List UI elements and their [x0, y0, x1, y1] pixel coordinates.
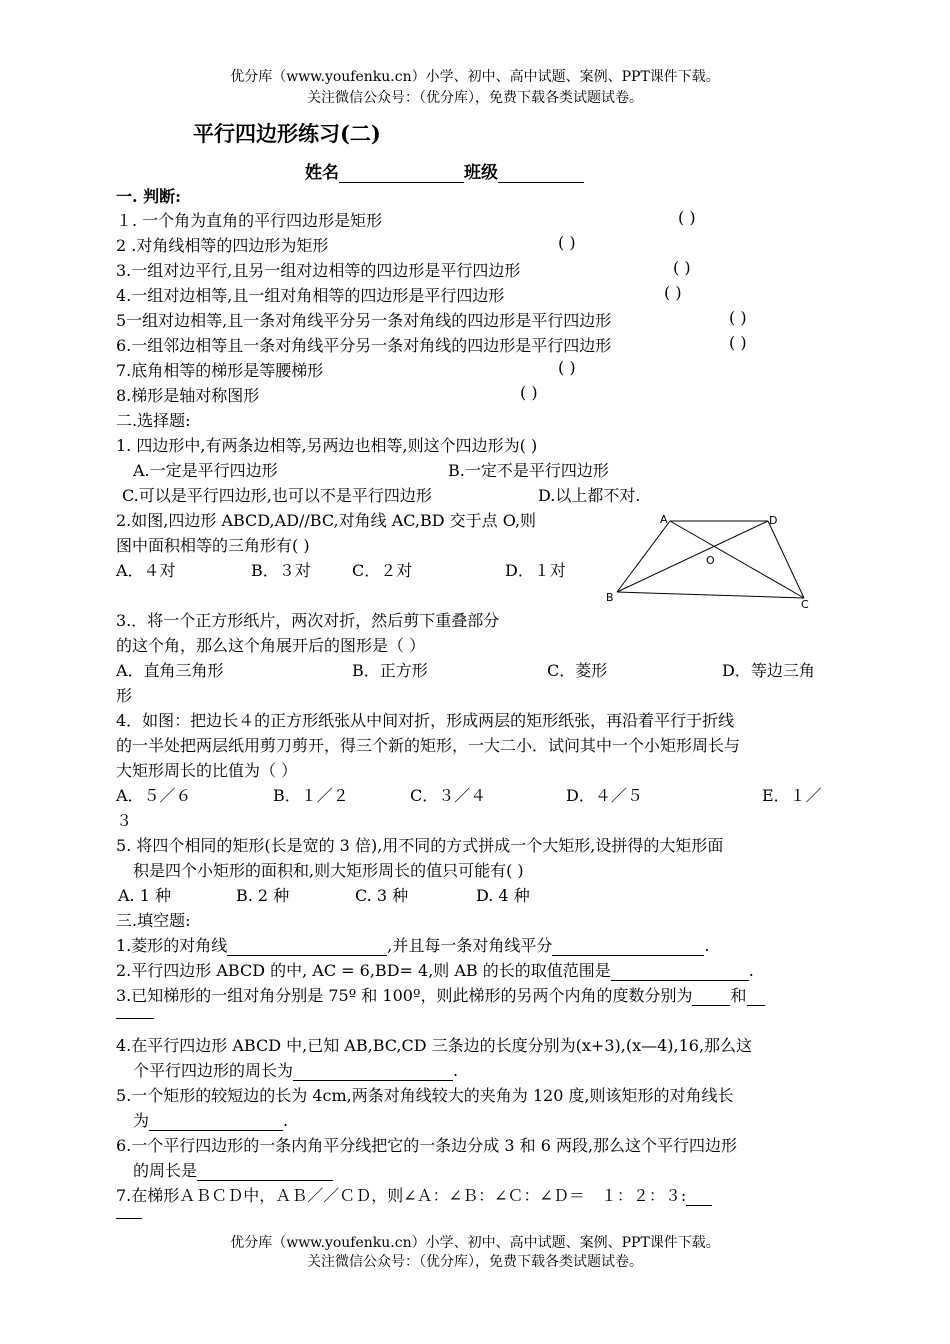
judge-item-3: 3.一组对边平行,且另一组对边相等的四边形是平行四边形 [116, 261, 521, 280]
fill-q2-blank[interactable] [611, 963, 749, 981]
section3-heading: 三.填空题: [116, 911, 191, 930]
judge-answer-8[interactable]: ( ) [520, 383, 538, 402]
choice-q4-option-e[interactable]: E．１／ [762, 786, 822, 805]
judge-item-4: 4.一组对边相等,且一组对角相等的四边形是平行四边形 [116, 286, 505, 305]
fill-q4-blank[interactable] [293, 1063, 453, 1081]
vertex-label-b: B [606, 591, 614, 604]
choice-q2-option-c[interactable]: C．２对 [352, 561, 413, 580]
choice-q2-option-d[interactable]: D．１对 [505, 561, 566, 580]
choice-q3-option-b[interactable]: B．正方形 [352, 661, 428, 680]
fill-q5-blank[interactable] [149, 1113, 283, 1131]
choice-q2-stem-2: 图中面积相等的三角形有( ) [116, 536, 310, 555]
judge-answer-5[interactable]: ( ) [729, 308, 747, 327]
student-info-row [305, 158, 584, 183]
fill-q5-text-b: 为 [133, 1111, 150, 1130]
fill-q3-blank-1[interactable] [692, 988, 730, 1006]
choice-q4-stem-1: 4．如图：把边长４的正方形纸张从中间对折，形成两层的矩形纸张，再沿着平行于折线 [116, 711, 735, 730]
footer-line-2: 关注微信公众号：（优分库），免费下载各类试题试卷。 [307, 1254, 643, 1270]
judge-item-8: 8.梯形是轴对称图形 [116, 386, 260, 405]
fill-q1-text-a: 1.菱形的对角线 [116, 936, 228, 955]
header-line-1: 优分库（www.youfenku.cn）小学、初中、高中试题、案例、PPT课件下载。 [230, 69, 720, 85]
judge-item-5: 5一组对边相等,且一条对角线平分另一条对角线的四边形是平行四边形 [116, 311, 612, 330]
choice-q4-option-e-cont: ３ [116, 811, 133, 830]
fill-q3-blank-2[interactable] [747, 988, 765, 1006]
judge-item-6: 6.一组邻边相等且一条对角线平分另一条对角线的四边形是平行四边形 [116, 336, 612, 355]
section2-heading: 二.选择题: [116, 411, 191, 430]
fill-q3-blank-2-cont[interactable] [116, 1018, 154, 1019]
choice-q2-option-b[interactable]: B．３对 [251, 561, 311, 580]
vertex-label-a: A [660, 513, 668, 526]
choice-q1-option-d[interactable]: D.以上都不对. [538, 486, 641, 505]
choice-q3-option-d-cont: 形 [116, 686, 133, 705]
choice-q2-option-a[interactable]: A．４对 [116, 561, 176, 580]
fill-q6-line-2 [133, 1158, 333, 1181]
class-blank[interactable] [498, 164, 584, 183]
judge-answer-6[interactable]: ( ) [729, 333, 747, 352]
judge-item-2: 2 .对角线相等的四边形为矩形 [116, 236, 329, 255]
class-label: 班级 [464, 163, 498, 183]
fill-q5-line-1: 5.一个矩形的较短边的长为 4cm,两条对角线较大的夹角为 120 度,则该矩形的对角线长 [116, 1086, 734, 1105]
edge-bc [617, 592, 804, 598]
fill-q7-blank[interactable] [686, 1188, 712, 1206]
fill-q6-text-b: 的周长是 [133, 1161, 198, 1180]
fill-q3-text-a: 3.已知梯形的一组对角分别是 75º 和 100º，则此梯形的另两个内角的度数分别为 [116, 986, 693, 1005]
fill-q1-blank-2[interactable] [552, 938, 704, 956]
trapezoid-figure [600, 508, 820, 618]
judge-answer-1[interactable]: ( ) [678, 208, 696, 227]
choice-q5-option-c[interactable]: C. 3 种 [355, 886, 409, 905]
choice-q4-option-b[interactable]: B．１／２ [273, 786, 349, 805]
choice-q4-option-d[interactable]: D．４／５ [566, 786, 643, 805]
fill-q7 [116, 1183, 712, 1206]
choice-q5-option-b[interactable]: B. 2 种 [236, 886, 290, 905]
choice-q1-option-a[interactable]: A.一定是平行四边形 [133, 461, 278, 480]
choice-q3-option-c[interactable]: C．菱形 [547, 661, 608, 680]
fill-q3 [116, 983, 765, 1006]
vertex-label-d: D [769, 514, 778, 527]
fill-q7-text-a: 7.在梯形ＡＢＣＤ中，ＡＢ／／ＣＤ，则∠Ａ：∠Ｂ：∠Ｃ：∠Ｄ＝ １：２：３: [116, 1186, 687, 1205]
edge-dc [768, 521, 804, 598]
judge-item-1: １. 一个角为直角的平行四边形是矩形 [116, 211, 383, 230]
choice-q2-stem-1: 2.如图,四边形 ABCD,AD//BC,对角线 AC,BD 交于点 O,则 [116, 511, 537, 530]
vertex-label-c: C [801, 598, 809, 611]
choice-q3-option-a[interactable]: A．直角三角形 [116, 661, 224, 680]
choice-q1-option-c[interactable]: C.可以是平行四边形,也可以不是平行四边形 [122, 486, 432, 505]
fill-q1-text-b: ,并且每一条对角线平分 [387, 936, 553, 955]
choice-q4-stem-2: 的一半处把两层纸用剪刀剪开，得三个新的矩形，一大二小．试问其中一个小矩形周长与 [116, 736, 741, 755]
fill-q2 [116, 958, 754, 981]
footer-line-1: 优分库（www.youfenku.cn）小学、初中、高中试题、案例、PPT课件下载。 [230, 1235, 720, 1251]
choice-q1-option-b[interactable]: B.一定不是平行四边形 [448, 461, 609, 480]
choice-q4-stem-3: 大矩形周长的比值为（ ） [116, 761, 298, 780]
fill-q7-blank-cont[interactable] [116, 1218, 142, 1219]
header-line-2: 关注微信公众号：（优分库），免费下载各类试题试卷。 [307, 90, 643, 106]
choice-q4-option-a[interactable]: A．５／６ [116, 786, 192, 805]
edge-ab [617, 521, 670, 592]
diagonal-bd [617, 521, 768, 592]
judge-answer-7[interactable]: ( ) [558, 358, 576, 377]
page-title: 平行四边形练习(二) [193, 121, 381, 146]
name-blank[interactable] [339, 164, 464, 183]
fill-q4-line-1: 4.在平行四边形 ABCD 中,已知 AB,BC,CD 三条边的长度分别为(x+3),(x—4),16,那么这 [116, 1036, 753, 1055]
name-label: 姓名 [305, 163, 339, 183]
fill-q6-line-1: 6.一个平行四边形的一条内角平分线把它的一条边分成 3 和 6 两段,那么这个平行四边形 [116, 1136, 738, 1155]
choice-q3-stem-1: 3.．将一个正方形纸片，两次对折，然后剪下重叠部分 [116, 611, 500, 630]
fill-q3-text-b: 和 [730, 986, 747, 1005]
choice-q4-option-c[interactable]: C．３／４ [410, 786, 487, 805]
fill-q1-blank-1[interactable] [227, 938, 387, 956]
fill-q5-line-2 [133, 1108, 288, 1131]
fill-q4-line-2 [133, 1058, 458, 1081]
section1-heading: 一. 判断: [116, 187, 182, 206]
fill-q1-text-c: . [704, 936, 710, 955]
judge-answer-2[interactable]: ( ) [558, 233, 576, 252]
choice-q5-stem-2: 积是四个小矩形的面积和,则大矩形周长的值只可能有( ) [133, 861, 524, 880]
fill-q4-text-b: 个平行四边形的周长为 [133, 1061, 294, 1080]
fill-q2-text-b: . [748, 961, 754, 980]
choice-q3-option-d[interactable]: D．等边三角 [722, 661, 815, 680]
vertex-label-o: O [706, 554, 715, 567]
fill-q6-blank[interactable] [197, 1163, 333, 1181]
choice-q5-stem-1: 5. 将四个相同的矩形(长是宽的 3 倍),用不同的方式拼成一个大矩形,设拼得的大矩形面 [116, 836, 724, 855]
judge-answer-4[interactable]: ( ) [664, 283, 682, 302]
fill-q2-text-a: 2.平行四边形 ABCD 的中, AC = 6,BD= 4,则 AB 的长的取值范围是 [116, 961, 611, 980]
choice-q1-stem: 1. 四边形中,有两条边相等,另两边也相等,则这个四边形为( ) [116, 436, 538, 455]
choice-q5-option-d[interactable]: D. 4 种 [476, 886, 530, 905]
judge-answer-3[interactable]: ( ) [673, 258, 691, 277]
fill-q4-text-c: . [453, 1061, 459, 1080]
choice-q5-option-a[interactable]: A. 1 种 [118, 886, 171, 905]
choice-q3-stem-2: 的这个角，那么这个角展开后的图形是（ ） [116, 636, 426, 655]
judge-item-7: 7.底角相等的梯形是等腰梯形 [116, 361, 324, 380]
diagonal-ac [670, 521, 804, 598]
fill-q5-text-c: . [283, 1111, 289, 1130]
fill-q1 [116, 933, 709, 956]
